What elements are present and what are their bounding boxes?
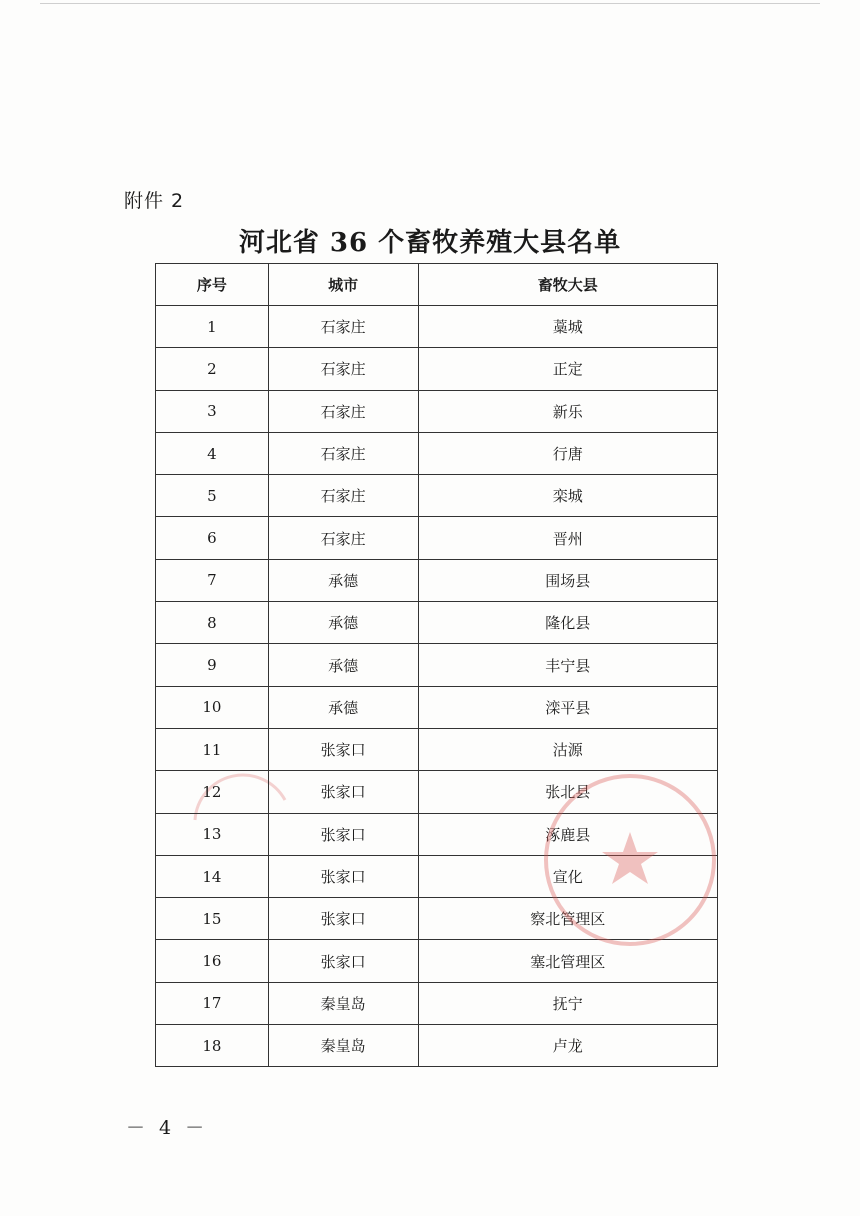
cell-city: 秦皇岛 bbox=[268, 982, 418, 1024]
cell-city: 石家庄 bbox=[268, 517, 418, 559]
cell-city: 石家庄 bbox=[268, 348, 418, 390]
cell-county: 滦平县 bbox=[418, 686, 717, 728]
cell-county: 抚宁 bbox=[418, 982, 717, 1024]
cell-index: 5 bbox=[156, 475, 269, 517]
cell-county: 行唐 bbox=[418, 432, 717, 474]
table-row bbox=[156, 432, 718, 474]
cell-county: 栾城 bbox=[418, 475, 717, 517]
cell-index: 18 bbox=[156, 1025, 269, 1067]
table-row bbox=[156, 602, 718, 644]
cell-county: 新乐 bbox=[418, 390, 717, 432]
table-row bbox=[156, 644, 718, 686]
cell-city: 石家庄 bbox=[268, 390, 418, 432]
cell-index: 9 bbox=[156, 644, 269, 686]
cell-city: 张家口 bbox=[268, 771, 418, 813]
cell-county: 卢龙 bbox=[418, 1025, 717, 1067]
table-row bbox=[156, 390, 718, 432]
cell-index: 13 bbox=[156, 813, 269, 855]
table-header-row bbox=[156, 264, 718, 306]
top-rule bbox=[40, 3, 820, 4]
table-row bbox=[156, 475, 718, 517]
table-row bbox=[156, 1025, 718, 1067]
cell-index: 15 bbox=[156, 898, 269, 940]
cell-index: 3 bbox=[156, 390, 269, 432]
cell-county: 藁城 bbox=[418, 306, 717, 348]
table-row bbox=[156, 517, 718, 559]
table-row bbox=[156, 348, 718, 390]
cell-city: 承德 bbox=[268, 686, 418, 728]
cell-city: 石家庄 bbox=[268, 475, 418, 517]
cell-county: 察北管理区 bbox=[418, 898, 717, 940]
cell-county: 丰宁县 bbox=[418, 644, 717, 686]
table-row bbox=[156, 686, 718, 728]
attachment-label: 附件 2 bbox=[124, 190, 185, 212]
cell-index: 14 bbox=[156, 855, 269, 897]
cell-city: 承德 bbox=[268, 602, 418, 644]
cell-index: 2 bbox=[156, 348, 269, 390]
cell-county: 围场县 bbox=[418, 559, 717, 601]
cell-index: 11 bbox=[156, 728, 269, 770]
cell-city: 张家口 bbox=[268, 898, 418, 940]
official-seal-stamp bbox=[540, 770, 720, 950]
cell-county: 隆化县 bbox=[418, 602, 717, 644]
cell-county: 宣化 bbox=[418, 855, 717, 897]
cell-index: 1 bbox=[156, 306, 269, 348]
table-row bbox=[156, 728, 718, 770]
cell-county: 沽源 bbox=[418, 728, 717, 770]
header-city: 城市 bbox=[268, 264, 418, 306]
cell-index: 12 bbox=[156, 771, 269, 813]
cell-county: 塞北管理区 bbox=[418, 940, 717, 982]
cell-city: 秦皇岛 bbox=[268, 1025, 418, 1067]
cell-index: 16 bbox=[156, 940, 269, 982]
cell-index: 8 bbox=[156, 602, 269, 644]
cell-city: 张家口 bbox=[268, 813, 418, 855]
cell-county: 晋州 bbox=[418, 517, 717, 559]
table-row bbox=[156, 306, 718, 348]
cell-index: 10 bbox=[156, 686, 269, 728]
cell-index: 7 bbox=[156, 559, 269, 601]
cell-index: 6 bbox=[156, 517, 269, 559]
header-county: 畜牧大县 bbox=[418, 264, 717, 306]
cell-city: 张家口 bbox=[268, 855, 418, 897]
document-title: 河北省 36 个畜牧养殖大县名单 bbox=[238, 228, 622, 258]
cell-city: 石家庄 bbox=[268, 432, 418, 474]
cell-city: 石家庄 bbox=[268, 306, 418, 348]
header-index: 序号 bbox=[156, 264, 269, 306]
page-number: － 4 － bbox=[126, 1117, 209, 1139]
cell-city: 承德 bbox=[268, 644, 418, 686]
cell-county: 张北县 bbox=[418, 771, 717, 813]
cell-city: 张家口 bbox=[268, 940, 418, 982]
table-row bbox=[156, 982, 718, 1024]
cell-index: 4 bbox=[156, 432, 269, 474]
cell-city: 张家口 bbox=[268, 728, 418, 770]
table-row bbox=[156, 559, 718, 601]
cell-city: 承德 bbox=[268, 559, 418, 601]
cell-county: 涿鹿县 bbox=[418, 813, 717, 855]
cell-county: 正定 bbox=[418, 348, 717, 390]
cell-index: 17 bbox=[156, 982, 269, 1024]
